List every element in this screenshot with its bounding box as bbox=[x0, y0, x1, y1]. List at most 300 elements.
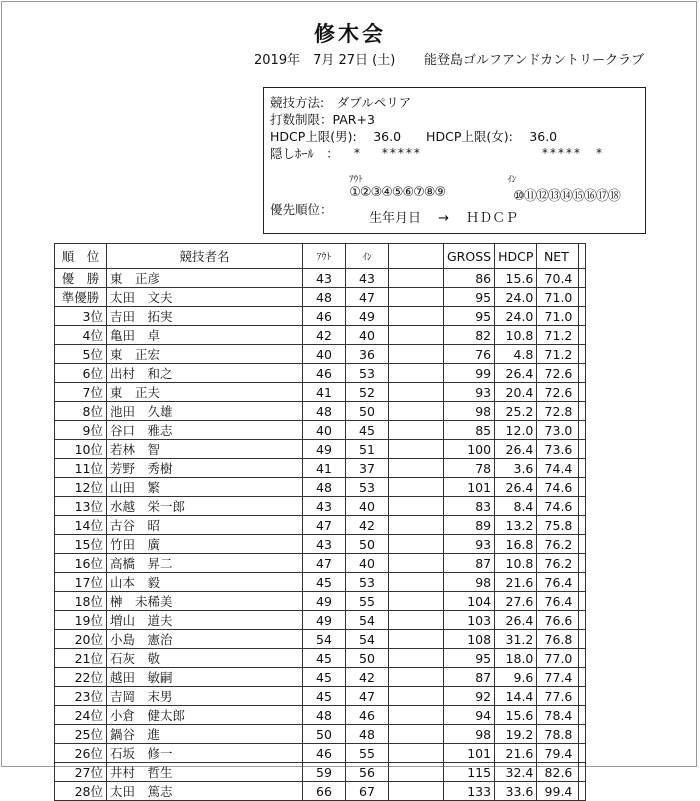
blank-cell bbox=[389, 364, 444, 383]
trail-cell bbox=[579, 573, 586, 592]
name-cell: 山本 毅 bbox=[107, 573, 303, 592]
net-cell: 71.2 bbox=[537, 326, 579, 345]
out-score-cell: 40 bbox=[303, 421, 346, 440]
header-net: NET bbox=[537, 244, 579, 269]
in-score-cell: 49 bbox=[346, 307, 389, 326]
net-cell: 78.8 bbox=[537, 725, 579, 744]
name-cell: 石坂 修一 bbox=[107, 744, 303, 763]
table-row bbox=[55, 592, 586, 611]
rank-cell: 4位 bbox=[55, 326, 107, 345]
name-cell: 水越 栄一郎 bbox=[107, 497, 303, 516]
net-cell: 82.6 bbox=[537, 763, 579, 782]
rank-cell: 22位 bbox=[55, 668, 107, 687]
name-cell: 若林 智 bbox=[107, 440, 303, 459]
out-score-cell: 45 bbox=[303, 649, 346, 668]
blank-cell bbox=[389, 744, 444, 763]
name-cell: 鍋谷 進 bbox=[107, 725, 303, 744]
priority-label: 優先順位： bbox=[270, 202, 333, 217]
rank-cell: 13位 bbox=[55, 497, 107, 516]
name-cell: 山田 繁 bbox=[107, 478, 303, 497]
blank-cell bbox=[389, 421, 444, 440]
blank-cell bbox=[389, 345, 444, 364]
gross-cell: 104 bbox=[444, 592, 495, 611]
blank-cell bbox=[389, 440, 444, 459]
gross-cell: 95 bbox=[444, 649, 495, 668]
gross-cell: 108 bbox=[444, 630, 495, 649]
net-cell: 76.8 bbox=[537, 630, 579, 649]
table-row bbox=[55, 782, 586, 801]
hdcp-cell: 15.6 bbox=[495, 269, 537, 288]
gross-cell: 85 bbox=[444, 421, 495, 440]
hdcp-cell: 31.2 bbox=[495, 630, 537, 649]
gross-cell: 82 bbox=[444, 326, 495, 345]
table-row bbox=[55, 440, 586, 459]
hdcp-cell: 32.4 bbox=[495, 763, 537, 782]
gross-cell: 87 bbox=[444, 554, 495, 573]
in-score-cell: 52 bbox=[346, 383, 389, 402]
blank-cell bbox=[389, 326, 444, 345]
trail-cell bbox=[579, 535, 586, 554]
rank-cell: 準優勝 bbox=[55, 288, 107, 307]
hdcp-cell: 14.4 bbox=[495, 687, 537, 706]
gross-cell: 95 bbox=[444, 307, 495, 326]
table-row bbox=[55, 383, 586, 402]
table-row bbox=[55, 516, 586, 535]
in-holes: ⑩⑪⑫⑬⑭⑮⑯⑰⑱ bbox=[513, 189, 620, 204]
trail-cell bbox=[579, 611, 586, 630]
name-cell: 小島 憲治 bbox=[107, 630, 303, 649]
in-score-cell: 54 bbox=[346, 630, 389, 649]
in-score-cell: 67 bbox=[346, 782, 389, 801]
in-score-cell: 45 bbox=[346, 421, 389, 440]
gross-cell: 93 bbox=[444, 383, 495, 402]
results-body bbox=[55, 269, 586, 801]
gross-cell: 98 bbox=[444, 573, 495, 592]
hdcp-cell: 8.4 bbox=[495, 497, 537, 516]
name-cell: 池田 久雄 bbox=[107, 402, 303, 421]
rank-cell: 23位 bbox=[55, 687, 107, 706]
header-name: 競技者名 bbox=[107, 244, 303, 269]
out-score-cell: 40 bbox=[303, 345, 346, 364]
rank-cell: 9位 bbox=[55, 421, 107, 440]
blank-cell bbox=[389, 269, 444, 288]
gross-cell: 94 bbox=[444, 706, 495, 725]
name-cell: 越田 敏嗣 bbox=[107, 668, 303, 687]
net-cell: 75.8 bbox=[537, 516, 579, 535]
rank-cell: 18位 bbox=[55, 592, 107, 611]
table-row bbox=[55, 763, 586, 782]
out-score-cell: 48 bbox=[303, 706, 346, 725]
net-cell: 73.6 bbox=[537, 440, 579, 459]
trail-cell bbox=[579, 687, 586, 706]
net-cell: 73.0 bbox=[537, 421, 579, 440]
net-cell: 77.6 bbox=[537, 687, 579, 706]
in-score-cell: 40 bbox=[346, 554, 389, 573]
trail-cell bbox=[579, 478, 586, 497]
name-cell: 出村 和之 bbox=[107, 364, 303, 383]
trail-cell bbox=[579, 763, 586, 782]
header-gross: GROSS bbox=[444, 244, 495, 269]
rank-cell: 優 勝 bbox=[55, 269, 107, 288]
stroke-limit: 打数制限：PAR+3 bbox=[270, 112, 375, 127]
trail-cell bbox=[579, 345, 586, 364]
trail-cell bbox=[579, 668, 586, 687]
hdcp-cell: 26.4 bbox=[495, 364, 537, 383]
out-score-cell: 46 bbox=[303, 744, 346, 763]
rank-cell: 12位 bbox=[55, 478, 107, 497]
hdcp-cell: 24.0 bbox=[495, 307, 537, 326]
gross-cell: 92 bbox=[444, 687, 495, 706]
name-cell: 増山 道夫 bbox=[107, 611, 303, 630]
table-row bbox=[55, 269, 586, 288]
name-cell: 吉田 拓実 bbox=[107, 307, 303, 326]
in-score-cell: 53 bbox=[346, 364, 389, 383]
event-date: 2019年 7月 27日 (土) bbox=[254, 53, 396, 68]
out-hidden-stars: * ***** bbox=[354, 146, 422, 160]
page-title: 修木会 bbox=[314, 22, 386, 46]
out-score-cell: 43 bbox=[303, 497, 346, 516]
out-score-cell: 49 bbox=[303, 440, 346, 459]
blank-cell bbox=[389, 668, 444, 687]
net-cell: 74.6 bbox=[537, 478, 579, 497]
rank-cell: 7位 bbox=[55, 383, 107, 402]
blank-cell bbox=[389, 288, 444, 307]
trail-cell bbox=[579, 459, 586, 478]
net-cell: 76.4 bbox=[537, 592, 579, 611]
trail-cell bbox=[579, 497, 586, 516]
hdcp-cell: 19.2 bbox=[495, 725, 537, 744]
in-score-cell: 55 bbox=[346, 744, 389, 763]
net-cell: 77.0 bbox=[537, 649, 579, 668]
out-score-cell: 46 bbox=[303, 307, 346, 326]
out-score-cell: 49 bbox=[303, 611, 346, 630]
gross-cell: 98 bbox=[444, 725, 495, 744]
name-cell: 太田 文夫 bbox=[107, 288, 303, 307]
trail-cell bbox=[579, 269, 586, 288]
trail-cell bbox=[579, 421, 586, 440]
gross-cell: 93 bbox=[444, 535, 495, 554]
blank-cell bbox=[389, 706, 444, 725]
rank-cell: 26位 bbox=[55, 744, 107, 763]
hdcp-cell: 24.0 bbox=[495, 288, 537, 307]
rank-cell: 20位 bbox=[55, 630, 107, 649]
venue-name: 能登島ゴルフアンドカントリークラブ bbox=[424, 53, 645, 68]
table-row bbox=[55, 687, 586, 706]
hdcp-cell: 21.6 bbox=[495, 573, 537, 592]
name-cell: 東 正夫 bbox=[107, 383, 303, 402]
hdcp-cell: 33.6 bbox=[495, 782, 537, 801]
out-score-cell: 48 bbox=[303, 478, 346, 497]
name-cell: 小倉 健太郎 bbox=[107, 706, 303, 725]
table-row bbox=[55, 744, 586, 763]
table-row bbox=[55, 307, 586, 326]
out-score-cell: 47 bbox=[303, 554, 346, 573]
rank-cell: 10位 bbox=[55, 440, 107, 459]
rank-cell: 25位 bbox=[55, 725, 107, 744]
in-score-cell: 53 bbox=[346, 478, 389, 497]
trail-cell bbox=[579, 307, 586, 326]
trail-cell bbox=[579, 725, 586, 744]
competition-method: 競技方法: ダブルペリア bbox=[270, 95, 412, 110]
table-header-row bbox=[55, 244, 586, 269]
table-row bbox=[55, 326, 586, 345]
trail-cell bbox=[579, 288, 586, 307]
table-row bbox=[55, 421, 586, 440]
net-cell: 71.0 bbox=[537, 307, 579, 326]
name-cell: 吉岡 末男 bbox=[107, 687, 303, 706]
header-blank bbox=[389, 244, 444, 269]
table-row bbox=[55, 630, 586, 649]
gross-cell: 87 bbox=[444, 668, 495, 687]
header-trail bbox=[579, 244, 586, 269]
rank-cell: 28位 bbox=[55, 782, 107, 801]
table-row bbox=[55, 497, 586, 516]
hdcp-cell: 27.6 bbox=[495, 592, 537, 611]
table-row bbox=[55, 364, 586, 383]
blank-cell bbox=[389, 402, 444, 421]
gross-cell: 100 bbox=[444, 440, 495, 459]
in-score-cell: 36 bbox=[346, 345, 389, 364]
rank-cell: 11位 bbox=[55, 459, 107, 478]
gross-cell: 89 bbox=[444, 516, 495, 535]
table-row bbox=[55, 535, 586, 554]
rank-cell: 3位 bbox=[55, 307, 107, 326]
blank-cell bbox=[389, 592, 444, 611]
net-cell: 72.6 bbox=[537, 364, 579, 383]
hidden-holes-label: 隠しﾎｰﾙ ： bbox=[270, 146, 339, 161]
in-score-cell: 53 bbox=[346, 573, 389, 592]
net-cell: 99.4 bbox=[537, 782, 579, 801]
table-row bbox=[55, 649, 586, 668]
blank-cell bbox=[389, 782, 444, 801]
net-cell: 74.6 bbox=[537, 497, 579, 516]
name-cell: 榊 未稀美 bbox=[107, 592, 303, 611]
gross-cell: 98 bbox=[444, 402, 495, 421]
rank-cell: 21位 bbox=[55, 649, 107, 668]
blank-cell bbox=[389, 763, 444, 782]
gross-cell: 83 bbox=[444, 497, 495, 516]
trail-cell bbox=[579, 383, 586, 402]
net-cell: 79.4 bbox=[537, 744, 579, 763]
net-cell: 76.4 bbox=[537, 573, 579, 592]
hdcp-cell: 13.2 bbox=[495, 516, 537, 535]
net-cell: 71.2 bbox=[537, 345, 579, 364]
rank-cell: 8位 bbox=[55, 402, 107, 421]
out-score-cell: 48 bbox=[303, 402, 346, 421]
in-score-cell: 47 bbox=[346, 687, 389, 706]
trail-cell bbox=[579, 630, 586, 649]
blank-cell bbox=[389, 554, 444, 573]
hdcp-cell: 18.0 bbox=[495, 649, 537, 668]
name-cell: 古谷 昭 bbox=[107, 516, 303, 535]
out-score-cell: 43 bbox=[303, 535, 346, 554]
blank-cell bbox=[389, 687, 444, 706]
out-score-cell: 45 bbox=[303, 573, 346, 592]
out-score-cell: 41 bbox=[303, 459, 346, 478]
in-score-cell: 47 bbox=[346, 288, 389, 307]
table-row bbox=[55, 459, 586, 478]
blank-cell bbox=[389, 516, 444, 535]
gross-cell: 101 bbox=[444, 478, 495, 497]
out-label: ｱｳﾄ bbox=[349, 175, 363, 185]
table-row bbox=[55, 611, 586, 630]
hdcp-cell: 26.4 bbox=[495, 440, 537, 459]
header-hdcp: HDCP bbox=[495, 244, 537, 269]
out-score-cell: 45 bbox=[303, 668, 346, 687]
gross-cell: 103 bbox=[444, 611, 495, 630]
in-score-cell: 50 bbox=[346, 402, 389, 421]
table-row bbox=[55, 706, 586, 725]
blank-cell bbox=[389, 630, 444, 649]
in-score-cell: 42 bbox=[346, 516, 389, 535]
trail-cell bbox=[579, 592, 586, 611]
out-holes: ①②③④⑤⑥⑦⑧⑨ bbox=[349, 185, 446, 200]
table-row bbox=[55, 345, 586, 364]
name-cell: 谷口 雅志 bbox=[107, 421, 303, 440]
name-cell: 石灰 敬 bbox=[107, 649, 303, 668]
name-cell: 芳野 秀樹 bbox=[107, 459, 303, 478]
in-score-cell: 40 bbox=[346, 326, 389, 345]
trail-cell bbox=[579, 440, 586, 459]
gross-cell: 86 bbox=[444, 269, 495, 288]
table-row bbox=[55, 402, 586, 421]
in-score-cell: 48 bbox=[346, 725, 389, 744]
rank-cell: 24位 bbox=[55, 706, 107, 725]
in-score-cell: 46 bbox=[346, 706, 389, 725]
rank-cell: 14位 bbox=[55, 516, 107, 535]
name-cell: 亀田 卓 bbox=[107, 326, 303, 345]
net-cell: 71.0 bbox=[537, 288, 579, 307]
name-cell: 高橋 昇二 bbox=[107, 554, 303, 573]
out-score-cell: 42 bbox=[303, 326, 346, 345]
out-score-cell: 66 bbox=[303, 782, 346, 801]
trail-cell bbox=[579, 744, 586, 763]
in-score-cell: 50 bbox=[346, 649, 389, 668]
trail-cell bbox=[579, 402, 586, 421]
rank-cell: 27位 bbox=[55, 763, 107, 782]
net-cell: 76.6 bbox=[537, 611, 579, 630]
blank-cell bbox=[389, 611, 444, 630]
rank-cell: 16位 bbox=[55, 554, 107, 573]
rank-cell: 19位 bbox=[55, 611, 107, 630]
gross-cell: 133 bbox=[444, 782, 495, 801]
gross-cell: 78 bbox=[444, 459, 495, 478]
gross-cell: 76 bbox=[444, 345, 495, 364]
blank-cell bbox=[389, 573, 444, 592]
in-hidden-stars: ***** * bbox=[542, 146, 605, 160]
trail-cell bbox=[579, 516, 586, 535]
gross-cell: 101 bbox=[444, 744, 495, 763]
in-score-cell: 56 bbox=[346, 763, 389, 782]
hdcp-cell: 20.4 bbox=[495, 383, 537, 402]
hdcp-cell: 12.0 bbox=[495, 421, 537, 440]
table-row bbox=[55, 573, 586, 592]
rules-box bbox=[263, 87, 646, 234]
blank-cell bbox=[389, 383, 444, 402]
hdcp-cell: 21.6 bbox=[495, 744, 537, 763]
out-score-cell: 48 bbox=[303, 288, 346, 307]
name-cell: 太田 篤志 bbox=[107, 782, 303, 801]
header-in: ｲﾝ bbox=[346, 244, 389, 269]
blank-cell bbox=[389, 497, 444, 516]
in-score-cell: 54 bbox=[346, 611, 389, 630]
trail-cell bbox=[579, 782, 586, 801]
net-cell: 76.2 bbox=[537, 554, 579, 573]
header-rank: 順 位 bbox=[55, 244, 107, 269]
hdcp-cell: 26.4 bbox=[495, 478, 537, 497]
trail-cell bbox=[579, 554, 586, 573]
in-score-cell: 55 bbox=[346, 592, 389, 611]
net-cell: 72.6 bbox=[537, 383, 579, 402]
gross-cell: 99 bbox=[444, 364, 495, 383]
hdcp-cell: 4.8 bbox=[495, 345, 537, 364]
blank-cell bbox=[389, 307, 444, 326]
in-score-cell: 50 bbox=[346, 535, 389, 554]
gross-cell: 95 bbox=[444, 288, 495, 307]
out-score-cell: 43 bbox=[303, 269, 346, 288]
out-score-cell: 47 bbox=[303, 516, 346, 535]
out-score-cell: 50 bbox=[303, 725, 346, 744]
rank-cell: 17位 bbox=[55, 573, 107, 592]
header-out: ｱｳﾄ bbox=[303, 244, 346, 269]
name-cell: 東 正宏 bbox=[107, 345, 303, 364]
blank-cell bbox=[389, 535, 444, 554]
hdcp-cell: 26.4 bbox=[495, 611, 537, 630]
priority-value: 生年月日 → ＨＤＣＰ bbox=[369, 211, 519, 226]
gross-cell: 115 bbox=[444, 763, 495, 782]
name-cell: 竹田 廣 bbox=[107, 535, 303, 554]
table-row bbox=[55, 288, 586, 307]
out-score-cell: 46 bbox=[303, 364, 346, 383]
in-score-cell: 40 bbox=[346, 497, 389, 516]
rank-cell: 15位 bbox=[55, 535, 107, 554]
net-cell: 72.8 bbox=[537, 402, 579, 421]
out-score-cell: 59 bbox=[303, 763, 346, 782]
in-score-cell: 43 bbox=[346, 269, 389, 288]
in-score-cell: 37 bbox=[346, 459, 389, 478]
blank-cell bbox=[389, 725, 444, 744]
blank-cell bbox=[389, 459, 444, 478]
hdcp-cell: 10.8 bbox=[495, 554, 537, 573]
trail-cell bbox=[579, 706, 586, 725]
net-cell: 70.4 bbox=[537, 269, 579, 288]
out-score-cell: 49 bbox=[303, 592, 346, 611]
trail-cell bbox=[579, 364, 586, 383]
hdcp-cell: 10.8 bbox=[495, 326, 537, 345]
hdcp-cell: 25.2 bbox=[495, 402, 537, 421]
hdcp-limits: HDCP上限(男): 36.0 HDCP上限(女): 36.0 bbox=[270, 129, 558, 144]
table-row bbox=[55, 668, 586, 687]
table-row bbox=[55, 725, 586, 744]
net-cell: 76.2 bbox=[537, 535, 579, 554]
name-cell: 井村 哲生 bbox=[107, 763, 303, 782]
net-cell: 74.4 bbox=[537, 459, 579, 478]
name-cell: 東 正彦 bbox=[107, 269, 303, 288]
trail-cell bbox=[579, 326, 586, 345]
table-row bbox=[55, 554, 586, 573]
hdcp-cell: 16.8 bbox=[495, 535, 537, 554]
results-table bbox=[54, 243, 586, 801]
hdcp-cell: 15.6 bbox=[495, 706, 537, 725]
net-cell: 77.4 bbox=[537, 668, 579, 687]
net-cell: 78.4 bbox=[537, 706, 579, 725]
out-score-cell: 54 bbox=[303, 630, 346, 649]
blank-cell bbox=[389, 478, 444, 497]
blank-cell bbox=[389, 649, 444, 668]
table-row bbox=[55, 478, 586, 497]
out-score-cell: 45 bbox=[303, 687, 346, 706]
hdcp-cell: 3.6 bbox=[495, 459, 537, 478]
